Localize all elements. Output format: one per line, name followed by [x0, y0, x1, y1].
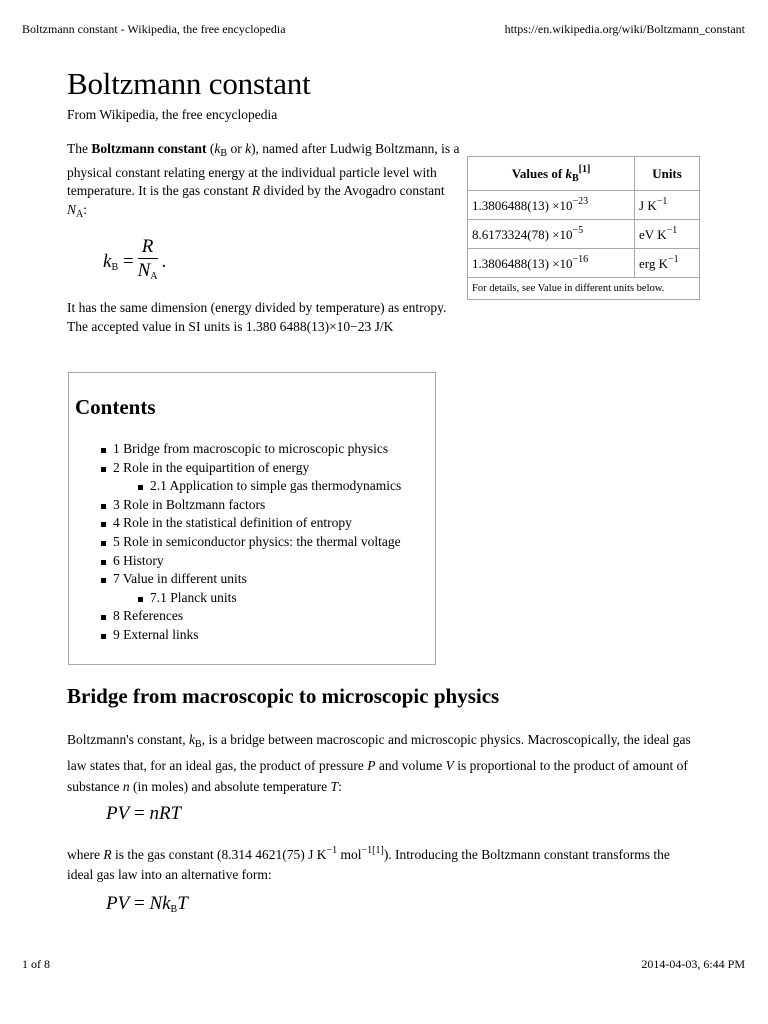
- table-note-row: [468, 278, 700, 300]
- table-row: [468, 220, 700, 249]
- equation-ideal-gas-law: PV = nRT: [106, 803, 182, 824]
- toc-item[interactable]: 8 References: [99, 607, 401, 626]
- term-boltzmann-constant: Boltzmann constant: [91, 141, 207, 156]
- value-cell: $1.3806488(13) \times 10^{-16}$: [468, 249, 635, 278]
- toc-item[interactable]: 7 Value in different units: [99, 570, 401, 589]
- page-title: Boltzmann constant: [67, 66, 311, 101]
- print-footer-page: 1 of 8: [22, 957, 50, 971]
- toc-item[interactable]: 4 Role in the statistical definition of entropy: [99, 514, 401, 533]
- unit-cell: J $K^{-1}$: [635, 191, 700, 220]
- unit-cell: erg $K^{-1}$: [635, 249, 700, 278]
- values-table-header: [468, 157, 700, 191]
- toc-item[interactable]: 5 Role in semiconductor physics: the thermal voltage: [99, 533, 401, 552]
- header-units: Units: [635, 157, 700, 191]
- intro-paragraph: The Boltzmann constant ($k_B$ or k), named after Ludwig Boltzmann, is a physical constant relating energy at the individual particle level with temperature. It is the gas constant R divided by the Avogadro constant $N_A$:: [67, 141, 460, 220]
- print-header-title: Boltzmann constant - Wikipedia, the free encyclopedia: [22, 22, 286, 36]
- toc-item[interactable]: 3 Role in Boltzmann factors: [99, 496, 401, 515]
- toc-item[interactable]: 2 Role in the equipartition of energy: [99, 459, 401, 478]
- header-values-of-kb: Values of $k_B[1]$: [468, 157, 635, 191]
- si-value-paragraph: It has the same dimension (energy divided by temperature) as entropy. The accepted value in SI units is 1.380 6488(13)×10−23 J/K: [67, 300, 447, 334]
- page-tagline: From Wikipedia, the free encyclopedia: [67, 107, 278, 122]
- toc-subitem[interactable]: 2.1 Application to simple gas thermodynamics: [136, 477, 401, 496]
- value-cell: $8.6173324(78) \times 10^{-5}$: [468, 220, 635, 249]
- section-heading: Bridge from macroscopic to microscopic physics: [67, 684, 500, 708]
- values-table: [467, 156, 700, 300]
- toc-item[interactable]: 9 External links: [99, 626, 401, 645]
- toc-subitem[interactable]: 7.1 Planck units: [136, 589, 401, 608]
- toc-item[interactable]: 6 History: [99, 552, 401, 571]
- equation-kb-definition: $k_B$ = $\frac{R}{N_A}$ .: [103, 236, 167, 282]
- toc-item[interactable]: 1 Bridge from macroscopic to microscopic physics: [99, 440, 401, 459]
- reference-link[interactable]: [1]: [578, 163, 591, 175]
- table-note[interactable]: For details, see Value in different units below.: [468, 278, 700, 300]
- section-paragraph: Boltzmann's constant, $k_B$, is a bridge between macroscopic and microscopic physics. Macroscopically, the ideal gas law states that, for an ideal gas, the product of pressure P and volume V is proportional to the product of amount of substance n (in moles) and absolute temperature T:: [67, 732, 691, 794]
- unit-cell: eV $K^{-1}$: [635, 220, 700, 249]
- toc-list: [99, 440, 401, 645]
- print-header-url[interactable]: https://en.wikipedia.org/wiki/Boltzmann_constant: [504, 22, 745, 36]
- print-footer-datetime: 2014-04-03, 6:44 PM: [641, 957, 745, 971]
- equation-ideal-gas-boltzmann: PV = $Nk_BT$: [106, 893, 188, 915]
- value-cell: $1.3806488(13) \times 10^{-23}$: [468, 191, 635, 220]
- gas-constant-paragraph: where R is the gas constant (8.314 4621(75) J $K^{-1}$ mol$^{-1[1]}$). Introducing the Boltzmann constant transforms the ideal gas law into an alternative form:: [67, 845, 670, 882]
- table-row: [468, 249, 700, 278]
- reference-link[interactable]: −1[1]: [361, 845, 384, 856]
- table-of-contents: [68, 372, 436, 665]
- table-row: [468, 191, 700, 220]
- toc-title: Contents: [75, 395, 156, 419]
